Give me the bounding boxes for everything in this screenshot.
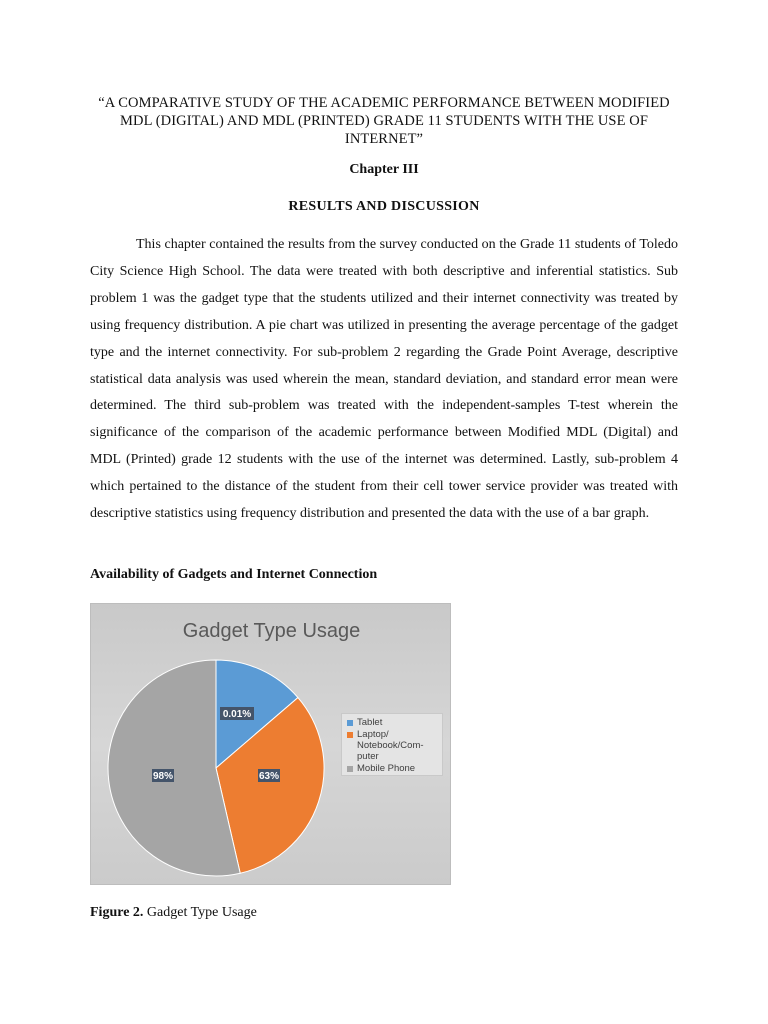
figure-caption (90, 905, 257, 921)
legend-label: Tablet (357, 717, 383, 728)
document-title: “A COMPARATIVE STUDY OF THE ACADEMIC PERFORMANCE BETWEEN MODIFIED MDL (DIGITAL) AND MDL (PRINTED) GRADE 11 STUDENTS WITH THE USE OF INTERNET” (98, 95, 670, 147)
legend-item (347, 729, 442, 762)
svg-text:98%: 98% (152, 771, 174, 782)
data-label-laptop (258, 769, 280, 782)
legend-item (347, 717, 442, 728)
caption-text: Gadget Type Usage (143, 905, 257, 920)
data-label-tablet (220, 707, 254, 720)
legend-label: Mobile Phone (357, 763, 416, 774)
legend-swatch (347, 766, 353, 772)
data-label-mobile (152, 769, 174, 782)
legend-item (347, 763, 442, 774)
legend-swatch (347, 720, 353, 726)
chart-legend (341, 713, 443, 776)
subsection-heading: Availability of Gadgets and Internet Connection (90, 567, 378, 582)
caption-label: Figure 2. (90, 905, 144, 920)
svg-text:63%: 63% (258, 771, 280, 782)
pie-chart (90, 603, 451, 885)
section-heading: RESULTS AND DISCUSSION (288, 199, 480, 214)
body-paragraph: This chapter contained the results from the survey conducted on the Grade 11 students of Toledo City Science High School. The data were treated with both descriptive and inferential statistics. Sub problem 1 was the gadget type that the students utilized and their internet connectivity was treated by using frequency distribution. A pie chart was utilized in presenting the average percentage of the gadget type and the internet connectivity. For sub-problem 2 regarding the Grade Point Average, descriptive statistical data analysis was used wherein the mean, standard deviation, and standard error mean were determined. The third sub-problem was treated with the independent-samples T-test wherein the significance of the comparison of the academic performance between Modified MDL (Digital) and MDL (Printed) grade 12 students with the use of the internet was determined. Lastly, sub-problem 4 which pertained to the distance of the student from their cell tower service provider was treated with descriptive statistics using frequency distribution and presented the data with the use of a bar graph. (90, 237, 678, 522)
legend-swatch (347, 732, 353, 738)
chapter-heading: Chapter III (349, 162, 419, 177)
svg-text:0.01%: 0.01% (222, 709, 252, 720)
chart-title: Gadget Type Usage (182, 620, 361, 642)
legend-label: Laptop/ Notebook/Com- puter (357, 729, 424, 762)
